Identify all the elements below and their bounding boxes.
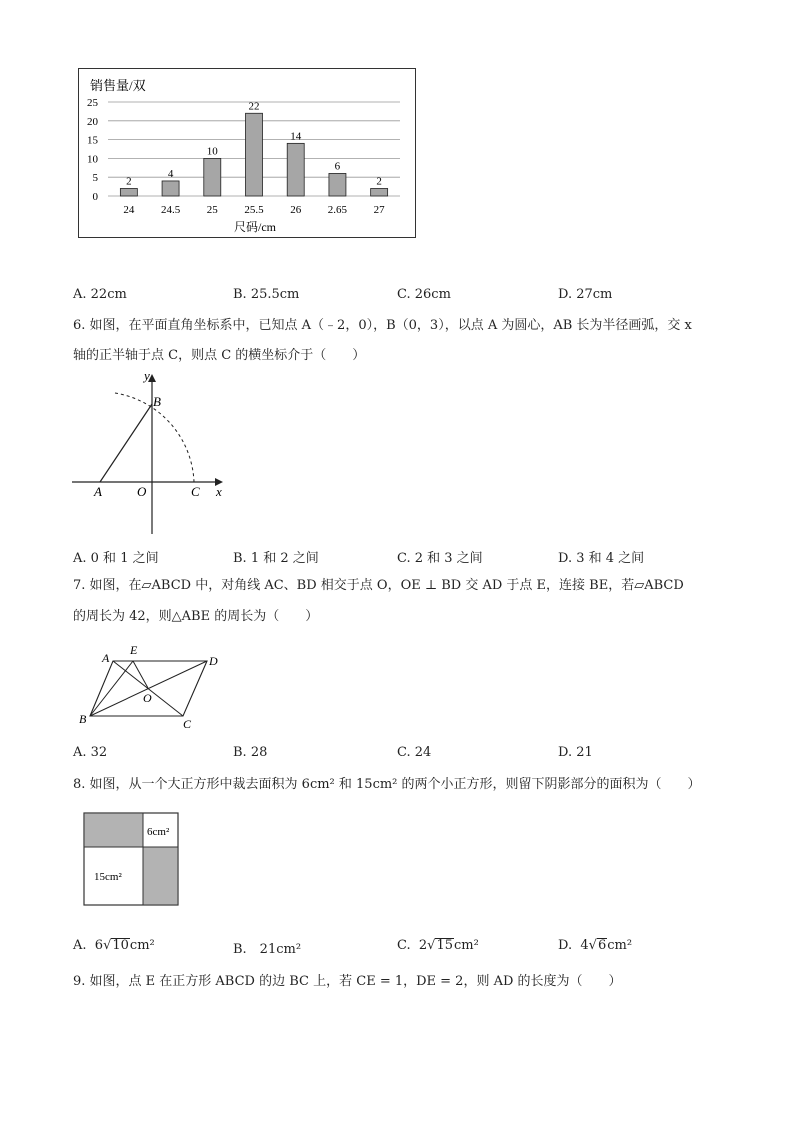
label-x: x (216, 484, 222, 499)
data-label-26: 14 (290, 130, 302, 143)
x-tick-25: 25 (206, 204, 218, 216)
bar-26 (287, 143, 304, 196)
label-a: A (102, 651, 110, 665)
q5-option-c[interactable]: C. 26cm (397, 287, 451, 302)
q6-option-d[interactable]: D. 3 和 4 之间 (558, 551, 645, 566)
data-label-25.5: 22 (248, 100, 260, 113)
q7-parallelogram-figure (76, 640, 226, 735)
data-label-24.5: 4 (167, 167, 174, 180)
q6-option-c[interactable]: C. 2 和 3 之间 (397, 551, 483, 566)
y-tick-0: 0 (92, 191, 98, 203)
y-tick-20: 20 (87, 115, 98, 128)
bar-27 (371, 188, 388, 196)
label-a: A (94, 484, 102, 499)
chart-ylabel: 销售量/双 (90, 78, 146, 93)
segment-ab (100, 404, 152, 482)
label-c: C (183, 717, 192, 731)
bar-25 (204, 158, 221, 196)
q8-option-b[interactable]: B. 21cm² (233, 942, 302, 957)
q7-option-b[interactable]: B. 28 (233, 745, 268, 760)
x-tick-26: 26 (290, 204, 302, 216)
bar-24 (120, 188, 137, 196)
q8-option-d[interactable]: D. 4√6cm² (558, 938, 633, 953)
q6-option-b[interactable]: B. 1 和 2 之间 (233, 551, 319, 566)
q6-option-a[interactable]: A. 0 和 1 之间 (73, 551, 159, 566)
chart-xlabel: 尺码/cm (234, 220, 276, 234)
label-b: B (79, 712, 87, 726)
q6-text-line1: 6. 如图，在平面直角坐标系中，已知点 A（﹣2，0），B（0，3），以点 A 为圆心，AB 长为半径画弧，交 x (73, 318, 692, 333)
label-15cm2: 15cm² (94, 871, 122, 883)
data-label-2.65: 6 (334, 160, 341, 173)
label-d: D (209, 654, 218, 668)
q9-text-line1: 9. 如图，点 E 在正方形 ABCD 的边 BC 上，若 CE = 1，DE = 2，则 AD 的长度为（ ） (73, 974, 622, 989)
q8-text-line1: 8. 如图，从一个大正方形中裁去面积为 6cm² 和 15cm² 的两个小正方形，则留下阴影部分的面积为（ ） (73, 777, 701, 792)
q8-option-c[interactable]: C. 2√15cm² (397, 938, 479, 953)
label-o: O (137, 484, 147, 499)
data-label-25: 10 (206, 145, 218, 158)
x-tick-24.5: 24.5 (160, 204, 181, 216)
segment-be (90, 661, 133, 716)
x-tick-25.5: 25.5 (244, 204, 264, 216)
y-tick-10: 10 (87, 153, 98, 166)
y-tick-15: 15 (87, 134, 98, 147)
bar-2.65 (329, 173, 346, 196)
label-c: C (191, 484, 200, 499)
shaded-bottom-right (143, 847, 178, 905)
diagonal-bd (90, 661, 207, 716)
q7-option-d[interactable]: D. 21 (558, 745, 593, 760)
q6-text-line2: 轴的正半轴于点 C，则点 C 的横坐标介于（ ） (73, 348, 366, 363)
x-tick-24: 24 (123, 204, 135, 216)
q8-option-a[interactable]: A. 6√10cm² (73, 938, 155, 953)
x-tick-27: 27 (373, 204, 385, 216)
x-tick-2.65: 2.65 (327, 204, 348, 216)
shaded-top-left (84, 813, 143, 847)
q7-text-line2: 的周长为 42，则△ABE 的周长为（ ） (73, 609, 319, 624)
q6-coordinate-figure (70, 368, 230, 538)
label-b: B (153, 394, 161, 409)
label-y: y (144, 368, 150, 383)
bar-24.5 (162, 181, 179, 196)
y-tick-5: 5 (92, 172, 98, 185)
q5-option-d[interactable]: D. 27cm (558, 287, 613, 302)
segment-oe (133, 661, 148, 688)
q7-text-line1: 7. 如图，在▱ABCD 中，对角线 AC、BD 相交于点 O，OE ⊥ BD 交 AD 于点 E，连接 BE，若▱ABCD (73, 578, 684, 593)
label-e: E (130, 643, 138, 657)
q7-option-a[interactable]: A. 32 (73, 745, 108, 760)
label-o: O (143, 691, 152, 705)
bar-25.5 (246, 113, 263, 196)
data-label-27: 2 (376, 175, 382, 188)
q5-option-a[interactable]: A. 22cm (73, 287, 127, 302)
sales-bar-chart (78, 68, 416, 238)
label-6cm2: 6cm² (147, 826, 170, 838)
q5-option-b[interactable]: B. 25.5cm (233, 287, 300, 302)
q8-square-figure (83, 812, 181, 908)
y-tick-25: 25 (87, 97, 98, 109)
data-label-24: 2 (126, 175, 132, 188)
q7-option-c[interactable]: C. 24 (397, 745, 432, 760)
